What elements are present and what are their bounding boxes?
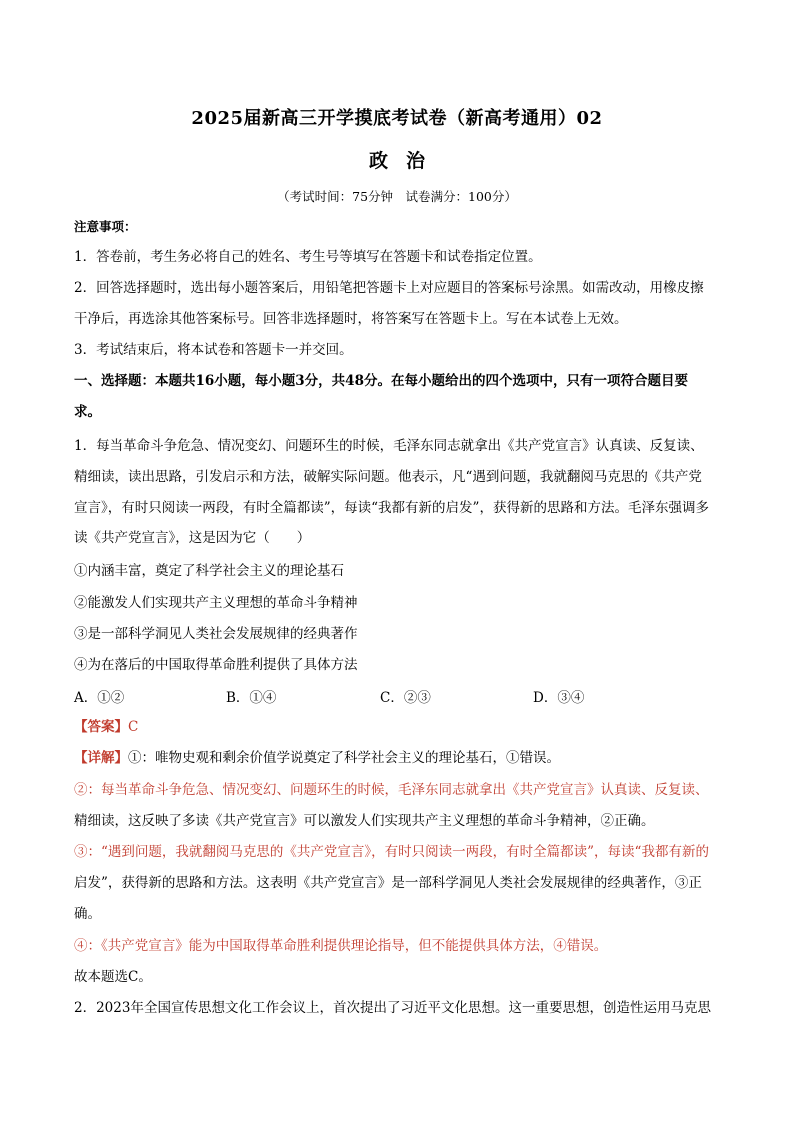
question-stem: 2．2023年全国宣传思想文化工作会议上，首次提出了习近平文化思想。这一重要思想，创造性运用马克思: [74, 1000, 711, 1016]
statement-item: ②能激发人们实现共产主义理想的革命斗争精神: [74, 595, 358, 611]
question-stem: 1．每当革命斗争危急、情况变幻、问题环生的时候，毛泽东同志就拿出《共产党宣言》认真读、反复读、: [74, 438, 704, 454]
option-a: A．①②: [74, 690, 125, 706]
detail-line: 启发”，获得新的思路和方法。这表明《共产党宣言》是一部科学洞见人类社会发展规律的经典著作，③正: [74, 875, 702, 891]
exam-info: （考试时间：75分钟 试卷满分：100分）: [277, 189, 517, 204]
detail-line: ④：《共产党宣言》能为中国取得革命胜利提供理论指导，但不能提供具体方法，④错误。: [74, 938, 608, 954]
notice-item: 1．答卷前，考生务必将自己的姓名、考生号等填写在答题卡和试卷指定位置。: [74, 249, 542, 265]
statement-item: ③是一部科学洞见人类社会发展规律的经典著作: [74, 626, 358, 642]
detail-line: 确。: [74, 906, 101, 922]
section-heading-cont: 求。: [74, 404, 101, 420]
option-c: C．②③: [380, 690, 431, 706]
question-stem: 精细读，读出思路，引发启示和方法，破解实际问题。他表示，凡“遇到问题，我就翻阅马克思的《共产党: [74, 469, 702, 485]
conclusion: 故本题选C。: [74, 969, 152, 985]
detail-line: ③：“遇到问题，我就翻阅马克思的《共产党宣言》，有时只阅读一两段，有时全篇都读”，每读“我都有新的: [74, 844, 709, 860]
notice-heading: 注意事项：: [74, 219, 137, 234]
detail-line: 精细读，这反映了多读《共产党宣言》可以激发人们实现共产主义理想的革命斗争精神，②正确。: [74, 813, 655, 829]
notice-item: 2．回答选择题时，选出每小题答案后，用铅笔把答题卡上对应题目的答案标号涂黑。如需改动，用橡皮擦: [74, 280, 704, 296]
section-heading: 一、选择题：本题共16小题，每小题3分，共48分。在每小题给出的四个选项中，只有一项符合题目要: [74, 373, 688, 389]
answer-value: C: [128, 719, 139, 735]
question-stem: 读《共产党宣言》，这是因为它（ ）: [74, 530, 311, 546]
detail-line: ②：每当革命斗争危急、情况变幻、问题环生的时候，毛泽东同志就拿出《共产党宣言》认真读、反复读、: [74, 782, 709, 798]
detail-tag: 【详解】: [74, 750, 128, 766]
answer-line: [74, 717, 722, 737]
exam-title: 2025届新高三开学摸底考试卷（新高考通用）02: [191, 108, 603, 129]
detail-text: ①：唯物史观和剩余价值学说奠定了科学社会主义的理论基石，①错误。: [128, 750, 560, 766]
question-stem: 宣言》，有时只阅读一两段，有时全篇都读”，每读“我都有新的启发”，获得新的思路和方法。毛泽东强调多: [74, 500, 709, 516]
statement-item: ①内涵丰富，奠定了科学社会主义的理论基石: [74, 563, 344, 579]
notice-item: 干净后，再选涂其他答案标号。回答非选择题时，将答案写在答题卡上。写在本试卷上无效。: [74, 311, 628, 327]
option-d: D．③④: [533, 690, 585, 706]
detail-line: [74, 748, 722, 768]
notice-item: 3．考试结束后，将本试卷和答题卡一并交回。: [74, 342, 353, 358]
subject-title: 政治: [368, 150, 443, 172]
statement-item: ④为在落后的中国取得革命胜利提供了具体方法: [74, 657, 358, 673]
answer-options: [74, 686, 722, 706]
option-b: B．①④: [226, 690, 277, 706]
answer-tag: 【答案】: [74, 719, 128, 735]
